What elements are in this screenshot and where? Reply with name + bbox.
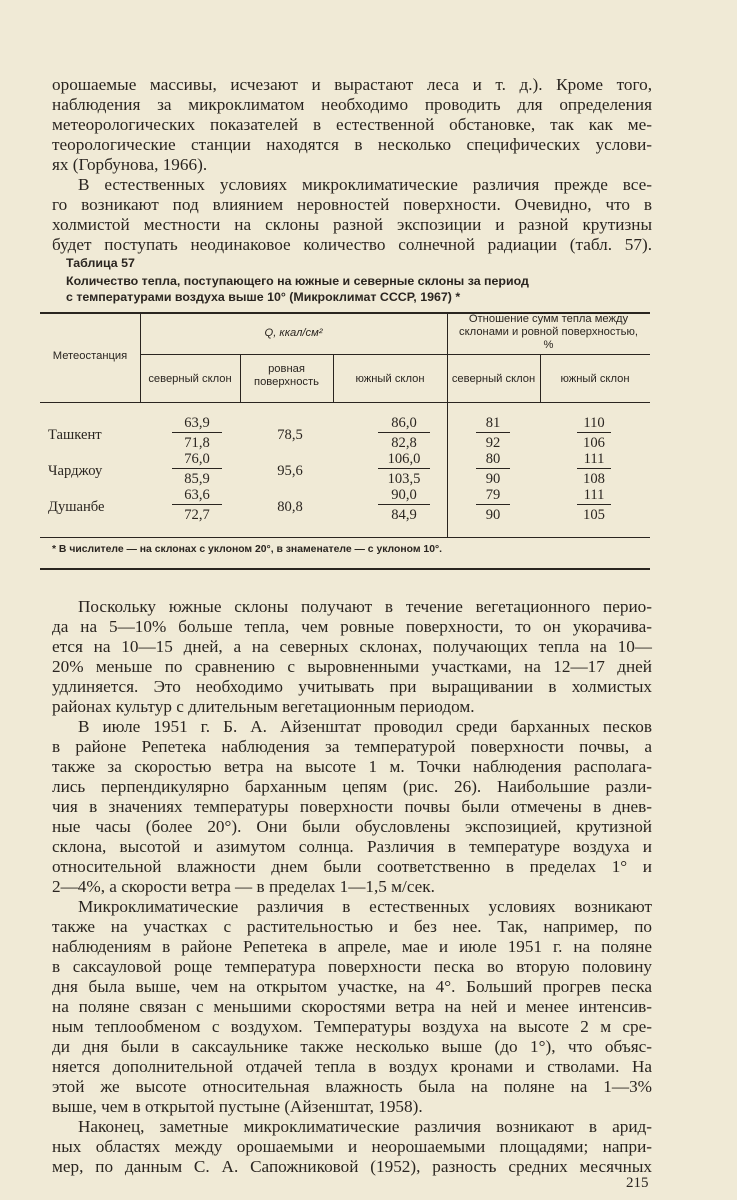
ratio-north-denominator: 92 [485, 435, 501, 451]
paragraph-top-1 [52, 75, 652, 175]
ratio-south-numerator: 110 [577, 414, 611, 433]
table-header-rule [40, 402, 650, 403]
header-flat-line: поверхность [254, 376, 319, 388]
text-line: ных областях между орошаемыми и неорошаемыми площадями; напри- [52, 1137, 652, 1156]
table-title [66, 273, 666, 305]
paragraph-bottom-3 [52, 897, 652, 1117]
text-line: наблюдениям в районе Репетека в апреле, мае и июле 1951 г. на поляне [52, 937, 652, 956]
text-line: 20% меньше по сравнению с выровненными участками, на 12—17 дней [52, 657, 652, 676]
text-line: ется на 10—15 дней, а на северных склонах, получающих тепла на 10— [52, 637, 652, 656]
south-denominator: 84,9 [391, 507, 417, 523]
north-numerator: 63,9 [172, 414, 222, 433]
table-end-rule [40, 568, 650, 570]
text-line: да на 5—10% больше тепла, чем ровные поверхности, то он укорачива- [52, 617, 652, 636]
text-line: Наконец, заметные микроклиматические различия возникают в арид- [78, 1117, 652, 1136]
text-line: наблюдения за микроклиматом необходимо проводить для определения [52, 95, 652, 114]
text-line: мер, по данным С. А. Сапожниковой (1952), разность средних месячных [52, 1157, 652, 1176]
south-denominator: 82,8 [391, 435, 417, 451]
header-ratio-north: северный склон [451, 373, 536, 385]
table-divider [140, 312, 141, 402]
header-north-slope: северный склон [148, 373, 232, 385]
north-denominator: 72,7 [184, 507, 210, 523]
table-title-line: Количество тепла, поступающего на южные и северные склоны за период [66, 274, 529, 288]
text-line: также на участках с растительностью и без нее. Так, например, по [52, 917, 652, 936]
text-line: чия в значениях температуры поверхности почвы были отмечены в днев- [52, 797, 652, 816]
table-label: Таблица 57 [66, 256, 135, 270]
north-denominator: 85,9 [184, 471, 210, 487]
table-footnote: * В числителе — на склонах с уклоном 20°, в знаменателе — с уклоном 10°. [52, 544, 443, 555]
text-line: в районе Репетека наблюдения за температурой поверхности почвы, а [52, 737, 652, 756]
paragraph-bottom-4 [52, 1117, 652, 1177]
text-line: теорологические станции находятся в несколько специфических услови- [52, 135, 652, 154]
flat-value: 78,5 [277, 427, 303, 443]
text-line: склона, высотой и азимутом солнца. Различия в температуре воздуха и [52, 837, 652, 856]
text-line: дня была выше, чем на открытом участке, на 4°. Больший прогрев песка [52, 977, 652, 996]
south-numerator: 90,0 [378, 486, 430, 505]
paragraph-top-2 [52, 175, 652, 255]
table-bottom-rule [40, 537, 650, 538]
header-station: Метеостанция [52, 350, 128, 362]
header-ratio-line: % [543, 339, 554, 351]
text-line: Микроклиматические различия в естественных условиях возникают [78, 897, 652, 916]
text-line: ные часы (более 20°). Они были обусловлены экспозицией, крутизной [52, 817, 652, 836]
ratio-north-denominator: 90 [485, 471, 501, 487]
header-ratio-line: склонами и ровной поверхностью, [459, 326, 638, 338]
text-line: В июле 1951 г. Б. А. Айзенштат проводил среди барханных песков [78, 717, 652, 736]
station-name: Ташкент [48, 427, 102, 443]
text-line: Поскольку южные склоны получают в течение вегетационного перио- [78, 597, 652, 616]
text-line: ди дня были в саксаульнике также несколько выше (до 1°), что объяс- [52, 1037, 652, 1056]
header-south-slope: южный склон [355, 373, 425, 385]
page-number: 215 [626, 1175, 649, 1191]
text-line: го возникают под влиянием неровностей поверхности. Очевидно, что в [52, 195, 652, 214]
text-line: няется дополнительной отдачей тепла в воздух кронами и стволами. На [52, 1057, 652, 1076]
text-line: будет поступать неодинаковое количество солнечной радиации (табл. 57). [52, 235, 652, 254]
south-numerator: 86,0 [378, 414, 430, 433]
text-line: выше, чем в открытой пустыне (Айзенштат, 1958). [52, 1097, 423, 1116]
flat-value: 95,6 [277, 463, 303, 479]
text-line: районах культур с длительным вегетационным периодом. [52, 697, 475, 716]
header-flat-surface [240, 363, 333, 389]
header-ratio-south: южный склон [560, 373, 630, 385]
station-name: Чарджоу [48, 463, 103, 479]
ratio-north-denominator: 90 [485, 507, 501, 523]
header-flat-line: ровная [268, 363, 305, 375]
south-numerator: 106,0 [378, 450, 430, 469]
north-denominator: 71,8 [184, 435, 210, 451]
table-title-line: с температурами воздуха выше 10° (Микроклимат СССР, 1967) * [66, 290, 461, 304]
ratio-south-denominator: 106 [583, 435, 605, 451]
text-line: холмистой местности на склоны разной экспозиции и разной крутизны [52, 215, 652, 234]
flat-value: 80,8 [277, 499, 303, 515]
paragraph-bottom-2 [52, 717, 652, 897]
text-line: 2—4%, а скорости ветра — в пределах 1—1,5 м/сек. [52, 877, 435, 896]
text-line: на поляне связан с меньшими скоростями ветра на ней и менее интенсив- [52, 997, 652, 1016]
text-line: метеорологических показателей в естественной обстановке, так как ме- [52, 115, 652, 134]
text-line: орошаемые массивы, исчезают и вырастают леса и т. д.). Кроме того, [52, 75, 652, 94]
text-line: В естественных условиях микроклиматические различия прежде все- [78, 175, 652, 194]
text-line: также за скоростью ветра на высоте 1 м. Точки наблюдения располага- [52, 757, 652, 776]
ratio-south-denominator: 108 [583, 471, 605, 487]
header-ratio-group [447, 313, 650, 352]
ratio-north-numerator: 79 [476, 486, 510, 505]
text-line: в саксауловой роще температура поверхности песка во вторую половину [52, 957, 652, 976]
ratio-south-numerator: 111 [577, 450, 611, 469]
north-numerator: 63,6 [172, 486, 222, 505]
text-line: ях (Горбунова, 1966). [52, 155, 208, 174]
south-denominator: 103,5 [387, 471, 421, 487]
table-divider [140, 354, 650, 355]
paragraph-bottom-1 [52, 597, 652, 717]
text-line: удлиняется. Это необходимо учитывать при выращивании в холмистых [52, 677, 652, 696]
station-name: Душанбе [48, 499, 105, 515]
ratio-north-numerator: 80 [476, 450, 510, 469]
ratio-south-numerator: 111 [577, 486, 611, 505]
text-line: ным теплообменом с воздухом. Температуры воздуха на высоте 2 м сре- [52, 1017, 652, 1036]
north-numerator: 76,0 [172, 450, 222, 469]
header-q-group: Q, ккал/см² [264, 327, 323, 339]
text-line: лись перпендикулярно барханным цепям (рис. 26). Наибольшие разли- [52, 777, 652, 796]
ratio-south-denominator: 105 [583, 507, 605, 523]
header-ratio-line: Отношение сумм тепла между [468, 313, 629, 325]
ratio-north-numerator: 81 [476, 414, 510, 433]
text-line: этой же высоте относительная влажность была на поляне на 1—3% [52, 1077, 652, 1096]
text-line: относительной влажности днем были соответственно в пределах 1° и [52, 857, 652, 876]
